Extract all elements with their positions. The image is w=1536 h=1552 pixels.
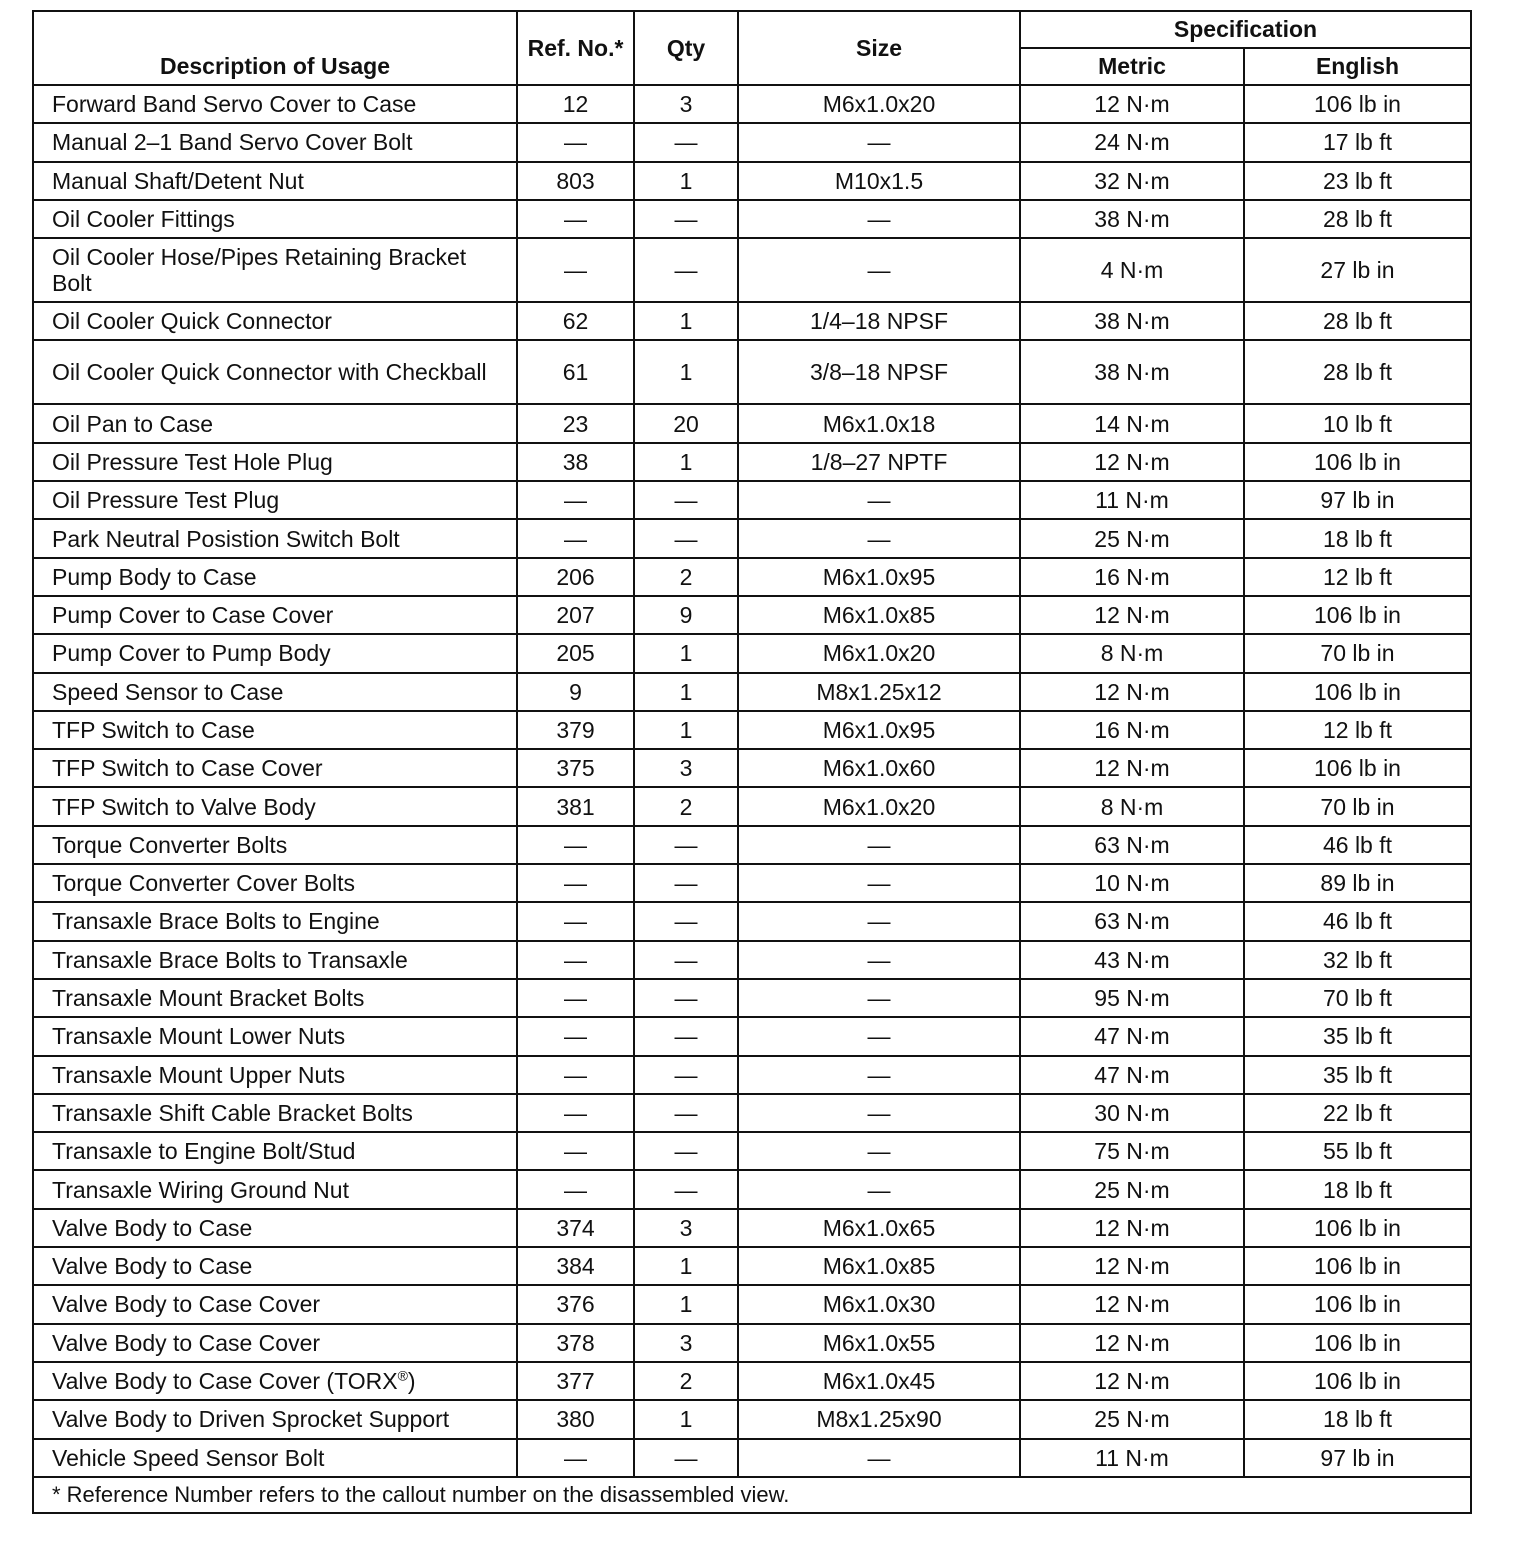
- cell-english: 55 lb ft: [1244, 1132, 1471, 1170]
- cell-description: Transaxle Shift Cable Bracket Bolts: [33, 1094, 517, 1132]
- cell-metric: 75 N·m: [1020, 1132, 1244, 1170]
- table-row: [33, 238, 1471, 302]
- cell-metric: 24 N·m: [1020, 123, 1244, 161]
- table-row: [33, 711, 1471, 749]
- cell-english: 97 lb in: [1244, 481, 1471, 519]
- cell-description: Valve Body to Case Cover (TORX®): [33, 1362, 517, 1400]
- cell-english: 18 lb ft: [1244, 1400, 1471, 1438]
- cell-size: M6x1.0x20: [738, 634, 1020, 672]
- header-description: Description of Usage: [33, 11, 517, 85]
- cell-size: M6x1.0x95: [738, 558, 1020, 596]
- table-body: [33, 85, 1471, 1477]
- cell-ref-no: —: [517, 1170, 634, 1208]
- cell-ref-no: 374: [517, 1209, 634, 1247]
- cell-qty: 1: [634, 1285, 738, 1323]
- cell-english: 106 lb in: [1244, 443, 1471, 481]
- cell-qty: 1: [634, 1400, 738, 1438]
- cell-metric: 47 N·m: [1020, 1056, 1244, 1094]
- cell-description: Oil Cooler Quick Connector with Checkball: [33, 340, 517, 404]
- cell-metric: 38 N·m: [1020, 340, 1244, 404]
- cell-metric: 12 N·m: [1020, 1285, 1244, 1323]
- cell-size: M10x1.5: [738, 162, 1020, 200]
- fastener-spec-table: [32, 10, 1472, 1514]
- table-row: [33, 979, 1471, 1017]
- cell-description: Torque Converter Bolts: [33, 826, 517, 864]
- cell-size: —: [738, 1017, 1020, 1055]
- cell-description: Pump Cover to Pump Body: [33, 634, 517, 672]
- cell-description: Oil Cooler Quick Connector: [33, 302, 517, 340]
- cell-ref-no: —: [517, 826, 634, 864]
- cell-english: 106 lb in: [1244, 596, 1471, 634]
- cell-english: 70 lb in: [1244, 634, 1471, 672]
- cell-english: 89 lb in: [1244, 864, 1471, 902]
- cell-metric: 12 N·m: [1020, 1247, 1244, 1285]
- cell-ref-no: 378: [517, 1324, 634, 1362]
- table-row: [33, 519, 1471, 557]
- cell-metric: 12 N·m: [1020, 749, 1244, 787]
- table-row: [33, 404, 1471, 442]
- table-row: [33, 1170, 1471, 1208]
- cell-qty: 1: [634, 162, 738, 200]
- cell-size: —: [738, 864, 1020, 902]
- cell-qty: —: [634, 826, 738, 864]
- cell-description: Forward Band Servo Cover to Case: [33, 85, 517, 123]
- cell-metric: 63 N·m: [1020, 826, 1244, 864]
- cell-english: 70 lb ft: [1244, 979, 1471, 1017]
- cell-size: —: [738, 979, 1020, 1017]
- cell-english: 28 lb ft: [1244, 302, 1471, 340]
- cell-english: 106 lb in: [1244, 1285, 1471, 1323]
- cell-description: Transaxle Mount Bracket Bolts: [33, 979, 517, 1017]
- table-row: [33, 826, 1471, 864]
- table-row: [33, 200, 1471, 238]
- cell-size: 1/8–27 NPTF: [738, 443, 1020, 481]
- cell-ref-no: —: [517, 481, 634, 519]
- cell-qty: 20: [634, 404, 738, 442]
- cell-description: Oil Cooler Fittings: [33, 200, 517, 238]
- cell-english: 27 lb in: [1244, 238, 1471, 302]
- cell-ref-no: 375: [517, 749, 634, 787]
- cell-size: —: [738, 1170, 1020, 1208]
- cell-qty: —: [634, 979, 738, 1017]
- table-row: [33, 634, 1471, 672]
- cell-qty: 1: [634, 634, 738, 672]
- table-row: [33, 1285, 1471, 1323]
- cell-description: Valve Body to Case Cover: [33, 1324, 517, 1362]
- cell-qty: —: [634, 519, 738, 557]
- cell-qty: 2: [634, 1362, 738, 1400]
- cell-ref-no: —: [517, 902, 634, 940]
- cell-english: 17 lb ft: [1244, 123, 1471, 161]
- cell-english: 106 lb in: [1244, 673, 1471, 711]
- cell-ref-no: 207: [517, 596, 634, 634]
- cell-ref-no: —: [517, 1017, 634, 1055]
- cell-qty: 1: [634, 1247, 738, 1285]
- header-size: Size: [738, 11, 1020, 85]
- cell-size: M6x1.0x85: [738, 1247, 1020, 1285]
- cell-qty: —: [634, 238, 738, 302]
- cell-qty: —: [634, 481, 738, 519]
- cell-metric: 4 N·m: [1020, 238, 1244, 302]
- cell-size: 3/8–18 NPSF: [738, 340, 1020, 404]
- cell-description: Transaxle to Engine Bolt/Stud: [33, 1132, 517, 1170]
- cell-metric: 16 N·m: [1020, 711, 1244, 749]
- cell-ref-no: 23: [517, 404, 634, 442]
- cell-english: 46 lb ft: [1244, 902, 1471, 940]
- cell-english: 32 lb ft: [1244, 941, 1471, 979]
- cell-description: Oil Cooler Hose/Pipes Retaining Bracket Bolt: [33, 238, 517, 302]
- cell-ref-no: —: [517, 123, 634, 161]
- table-row: [33, 443, 1471, 481]
- table-row: [33, 123, 1471, 161]
- table-row: [33, 673, 1471, 711]
- cell-english: 18 lb ft: [1244, 1170, 1471, 1208]
- cell-description: Transaxle Mount Lower Nuts: [33, 1017, 517, 1055]
- cell-ref-no: —: [517, 1132, 634, 1170]
- cell-size: —: [738, 1439, 1020, 1477]
- cell-english: 106 lb in: [1244, 85, 1471, 123]
- table-row: [33, 941, 1471, 979]
- cell-size: 1/4–18 NPSF: [738, 302, 1020, 340]
- table-row: [33, 85, 1471, 123]
- table-row: [33, 340, 1471, 404]
- cell-english: 35 lb ft: [1244, 1056, 1471, 1094]
- cell-description: Transaxle Brace Bolts to Transaxle: [33, 941, 517, 979]
- cell-ref-no: —: [517, 200, 634, 238]
- cell-metric: 8 N·m: [1020, 787, 1244, 825]
- cell-metric: 12 N·m: [1020, 673, 1244, 711]
- cell-ref-no: 384: [517, 1247, 634, 1285]
- cell-size: —: [738, 519, 1020, 557]
- cell-description: Vehicle Speed Sensor Bolt: [33, 1439, 517, 1477]
- cell-size: —: [738, 1132, 1020, 1170]
- cell-qty: 3: [634, 749, 738, 787]
- cell-ref-no: 62: [517, 302, 634, 340]
- cell-description: Torque Converter Cover Bolts: [33, 864, 517, 902]
- cell-size: M6x1.0x95: [738, 711, 1020, 749]
- table-row: [33, 302, 1471, 340]
- cell-size: —: [738, 481, 1020, 519]
- cell-qty: 1: [634, 302, 738, 340]
- header-qty: Qty: [634, 11, 738, 85]
- cell-english: 28 lb ft: [1244, 340, 1471, 404]
- table-row: [33, 864, 1471, 902]
- cell-ref-no: —: [517, 1094, 634, 1132]
- cell-english: 106 lb in: [1244, 1247, 1471, 1285]
- cell-size: —: [738, 238, 1020, 302]
- cell-english: 12 lb ft: [1244, 711, 1471, 749]
- cell-english: 28 lb ft: [1244, 200, 1471, 238]
- cell-description: Pump Cover to Case Cover: [33, 596, 517, 634]
- cell-qty: 3: [634, 85, 738, 123]
- cell-english: 106 lb in: [1244, 1362, 1471, 1400]
- cell-qty: 1: [634, 711, 738, 749]
- cell-metric: 12 N·m: [1020, 596, 1244, 634]
- cell-metric: 38 N·m: [1020, 302, 1244, 340]
- cell-metric: 32 N·m: [1020, 162, 1244, 200]
- cell-size: —: [738, 1056, 1020, 1094]
- cell-metric: 25 N·m: [1020, 1400, 1244, 1438]
- cell-description: Valve Body to Driven Sprocket Support: [33, 1400, 517, 1438]
- table-row: [33, 481, 1471, 519]
- table-row: [33, 787, 1471, 825]
- cell-qty: —: [634, 1094, 738, 1132]
- table-row: [33, 162, 1471, 200]
- cell-ref-no: 803: [517, 162, 634, 200]
- cell-metric: 16 N·m: [1020, 558, 1244, 596]
- cell-qty: 3: [634, 1324, 738, 1362]
- cell-description: Transaxle Wiring Ground Nut: [33, 1170, 517, 1208]
- cell-metric: 47 N·m: [1020, 1017, 1244, 1055]
- cell-qty: —: [634, 902, 738, 940]
- table-row: [33, 1362, 1471, 1400]
- table-row: [33, 558, 1471, 596]
- cell-english: 97 lb in: [1244, 1439, 1471, 1477]
- cell-metric: 12 N·m: [1020, 1324, 1244, 1362]
- cell-ref-no: 61: [517, 340, 634, 404]
- cell-size: M6x1.0x20: [738, 787, 1020, 825]
- cell-metric: 38 N·m: [1020, 200, 1244, 238]
- cell-metric: 30 N·m: [1020, 1094, 1244, 1132]
- cell-metric: 11 N·m: [1020, 1439, 1244, 1477]
- cell-english: 106 lb in: [1244, 1324, 1471, 1362]
- cell-description: Manual Shaft/Detent Nut: [33, 162, 517, 200]
- cell-qty: 1: [634, 443, 738, 481]
- cell-ref-no: 38: [517, 443, 634, 481]
- cell-metric: 8 N·m: [1020, 634, 1244, 672]
- cell-qty: —: [634, 1017, 738, 1055]
- header-ref-no: Ref. No.*: [517, 11, 634, 85]
- cell-metric: 25 N·m: [1020, 519, 1244, 557]
- cell-size: M6x1.0x45: [738, 1362, 1020, 1400]
- cell-ref-no: 376: [517, 1285, 634, 1323]
- cell-size: M6x1.0x60: [738, 749, 1020, 787]
- cell-qty: —: [634, 1170, 738, 1208]
- cell-metric: 14 N·m: [1020, 404, 1244, 442]
- cell-size: —: [738, 902, 1020, 940]
- cell-description: Valve Body to Case: [33, 1209, 517, 1247]
- cell-english: 18 lb ft: [1244, 519, 1471, 557]
- cell-ref-no: —: [517, 1439, 634, 1477]
- cell-ref-no: 205: [517, 634, 634, 672]
- cell-ref-no: 377: [517, 1362, 634, 1400]
- cell-size: M8x1.25x12: [738, 673, 1020, 711]
- cell-ref-no: 12: [517, 85, 634, 123]
- cell-metric: 12 N·m: [1020, 443, 1244, 481]
- cell-size: M8x1.25x90: [738, 1400, 1020, 1438]
- cell-ref-no: —: [517, 519, 634, 557]
- cell-ref-no: 9: [517, 673, 634, 711]
- cell-description: Speed Sensor to Case: [33, 673, 517, 711]
- cell-description: Oil Pan to Case: [33, 404, 517, 442]
- cell-description: Transaxle Brace Bolts to Engine: [33, 902, 517, 940]
- cell-ref-no: —: [517, 238, 634, 302]
- cell-qty: —: [634, 200, 738, 238]
- cell-english: 106 lb in: [1244, 749, 1471, 787]
- table-row: [33, 1400, 1471, 1438]
- cell-qty: 1: [634, 340, 738, 404]
- table-row: [33, 1324, 1471, 1362]
- header-english: English: [1244, 48, 1471, 85]
- cell-english: 106 lb in: [1244, 1209, 1471, 1247]
- cell-description: Manual 2–1 Band Servo Cover Bolt: [33, 123, 517, 161]
- cell-qty: —: [634, 864, 738, 902]
- cell-description: Oil Pressure Test Plug: [33, 481, 517, 519]
- cell-description: Valve Body to Case: [33, 1247, 517, 1285]
- cell-description: TFP Switch to Case Cover: [33, 749, 517, 787]
- table-row: [33, 1247, 1471, 1285]
- cell-ref-no: 380: [517, 1400, 634, 1438]
- cell-size: —: [738, 826, 1020, 864]
- cell-ref-no: —: [517, 979, 634, 1017]
- cell-size: —: [738, 941, 1020, 979]
- cell-metric: 63 N·m: [1020, 902, 1244, 940]
- cell-ref-no: —: [517, 864, 634, 902]
- table-row: [33, 749, 1471, 787]
- cell-description: Pump Body to Case: [33, 558, 517, 596]
- cell-qty: —: [634, 1056, 738, 1094]
- cell-english: 23 lb ft: [1244, 162, 1471, 200]
- cell-qty: 1: [634, 673, 738, 711]
- cell-size: —: [738, 123, 1020, 161]
- cell-size: —: [738, 200, 1020, 238]
- cell-metric: 11 N·m: [1020, 481, 1244, 519]
- table-row: [33, 1439, 1471, 1477]
- table-row: [33, 1056, 1471, 1094]
- cell-english: 12 lb ft: [1244, 558, 1471, 596]
- cell-metric: 10 N·m: [1020, 864, 1244, 902]
- cell-english: 70 lb in: [1244, 787, 1471, 825]
- cell-ref-no: 381: [517, 787, 634, 825]
- cell-description: Transaxle Mount Upper Nuts: [33, 1056, 517, 1094]
- cell-metric: 12 N·m: [1020, 85, 1244, 123]
- cell-description: Oil Pressure Test Hole Plug: [33, 443, 517, 481]
- table-row: [33, 596, 1471, 634]
- cell-qty: 9: [634, 596, 738, 634]
- cell-size: M6x1.0x18: [738, 404, 1020, 442]
- cell-metric: 25 N·m: [1020, 1170, 1244, 1208]
- cell-description: TFP Switch to Case: [33, 711, 517, 749]
- cell-size: M6x1.0x20: [738, 85, 1020, 123]
- cell-metric: 43 N·m: [1020, 941, 1244, 979]
- table-row: [33, 1017, 1471, 1055]
- cell-ref-no: —: [517, 1056, 634, 1094]
- header-specification: Specification: [1020, 11, 1471, 48]
- table-row: [33, 1132, 1471, 1170]
- cell-size: M6x1.0x55: [738, 1324, 1020, 1362]
- cell-qty: 2: [634, 787, 738, 825]
- cell-description: Valve Body to Case Cover: [33, 1285, 517, 1323]
- cell-qty: 2: [634, 558, 738, 596]
- cell-metric: 95 N·m: [1020, 979, 1244, 1017]
- cell-ref-no: 379: [517, 711, 634, 749]
- table-row: [33, 1094, 1471, 1132]
- cell-size: —: [738, 1094, 1020, 1132]
- cell-size: M6x1.0x65: [738, 1209, 1020, 1247]
- cell-english: 22 lb ft: [1244, 1094, 1471, 1132]
- cell-ref-no: —: [517, 941, 634, 979]
- cell-qty: —: [634, 1132, 738, 1170]
- cell-size: M6x1.0x30: [738, 1285, 1020, 1323]
- cell-size: M6x1.0x85: [738, 596, 1020, 634]
- cell-english: 46 lb ft: [1244, 826, 1471, 864]
- cell-metric: 12 N·m: [1020, 1362, 1244, 1400]
- cell-english: 10 lb ft: [1244, 404, 1471, 442]
- cell-ref-no: 206: [517, 558, 634, 596]
- cell-qty: 3: [634, 1209, 738, 1247]
- cell-english: 35 lb ft: [1244, 1017, 1471, 1055]
- cell-qty: —: [634, 941, 738, 979]
- cell-qty: —: [634, 123, 738, 161]
- cell-metric: 12 N·m: [1020, 1209, 1244, 1247]
- table-row: [33, 1209, 1471, 1247]
- header-metric: Metric: [1020, 48, 1244, 85]
- cell-description: Park Neutral Posistion Switch Bolt: [33, 519, 517, 557]
- cell-description: TFP Switch to Valve Body: [33, 787, 517, 825]
- cell-qty: —: [634, 1439, 738, 1477]
- footnote: * Reference Number refers to the callout number on the disassembled view.: [33, 1477, 1471, 1513]
- table-row: [33, 902, 1471, 940]
